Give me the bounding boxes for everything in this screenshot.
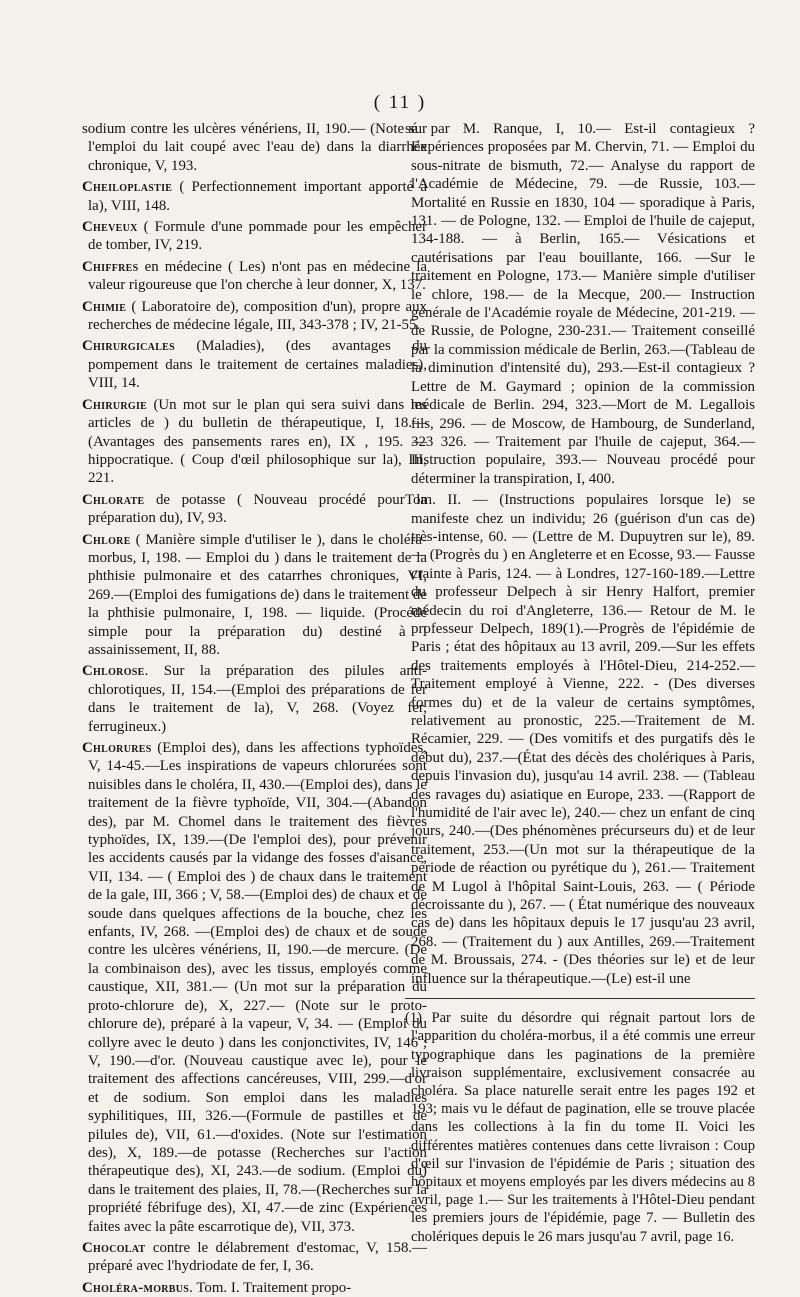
entry-text: sodium contre les ulcères vénériens, II, 190.— (Note sur l'emploi du lait coupé avec l'eau de) dans la diarrhée chronique, V, 193. <box>82 121 427 174</box>
right-column-entry <box>405 491 755 988</box>
left-column-entry <box>82 396 427 488</box>
column-divider <box>399 155 400 1295</box>
entry-headword: Choléra-morbus <box>82 1279 190 1296</box>
left-column <box>82 120 427 1296</box>
entry-headword: Chlorures <box>82 740 152 756</box>
page-number: ( 11 ) <box>373 92 427 113</box>
entry-headword: Chocolat <box>82 1239 146 1256</box>
entry-text: ( Laboratoire de), composition d'un), propre aux recherches de médecine légale, III, 343-378 ; IV, 21-55. <box>88 298 427 334</box>
entry-headword: Cheiloplastie <box>82 179 173 196</box>
left-column-entry <box>82 739 427 1236</box>
left-column-entry <box>82 662 427 736</box>
entry-headword: Chlorose <box>82 663 145 680</box>
entry-text: (Un mot sur le plan qui sera suivi dans les articles de ) du bulletin de thérapeutique, I, 18.—(Avantages des pansements rares en), IX , 195. — hippocratique. ( Coup d'œil philosophique sur la), III, 221. <box>88 396 427 487</box>
entry-text: (Emploi des), dans les affections typhoïdes, V, 14-45.—Les inspirations de vapeurs chlorurées sont nuisibles dans le choléra, II, 430.—(Emploi des), dans le traitement de la fièvre typhoïde, VII, 304.—(Abandon des), par M. Chomel dans le traitement des fièvres typhoïdes, IX, 139.—(De l'emploi des), pour prévenir les accidents causés par la vidange des fosses d'aisance, VII, 134. — ( Emploi des ) de chaux dans le traitement de la gale, III, 366 ; V, 58.—(Emploi des) de chaux et de soude dans quelques affections de la bouche, chez les enfants, IV, 268. —(Emploi des) de chaux et de soude contre les ulcères vénériens, II, 190.—de mercure. (De la combinaison des), avec les tissus, employés comme caustique, XII, 381.— (Un mot sur la préparation du proto-chlorure de), X, 227.— (Note sur le proto-chlorure de), préparé à la vapeur, V, 34. — (Emploi du collyre avec le deuto ) dans les conjonctivites, IV, 146 ; V, 190.—d'or. (Nouveau caustique avec le), pour le traitement des affections cancéreuses, VIII, 299.—d'or et de sodium. Son emploi dans les maladies syphilitiques, III, 326.—(Formule de pastilles et de pilules de), VII, 61.—d'oxides. (Note sur l'estimation des), X, 189.—de potasse (Recherches sur l'action thérapeutique des), XI, 243.—de sodium. (Emploi du) dans le traitement des plaies, II, 78.—(Recherches sur la propriété fébrifuge des), XI, 47.—de zinc (Expériences faites avec la pâte escarrotique de), VII, 373. <box>88 740 427 1235</box>
entry-text: sé par M. Ranque, I, 10.— Est-il contagieux ? Expériences proposées par M. Chervin, 71. — Emploi du sous-nitrate de bismuth, 72.— Analyse du rapport de l'Académie de Médecine, 79. —de Russie, 103.—Mortalité en Russie en 1830, 104 — sporadique à Paris, 131. — de Pologne, 132. — Emploi de l'huile de cajeput, 134-188. — à Berlin, 165.— Vésications et cautérisations par l'eau bouillante, 166. —Sur le traitement en Pologne, 173.— Manière simple d'utiliser le chlore, 198.— de la Mecque, 200.— Instruction générale de l'Académie royale de Médecine, 201-219. — de Russie, de Pologne, 230-231.— Traitement conseillé par la commission médicale de Berlin, 263.—(Tableau de la diminution d'intensité du), 293.—Est-il contagieux ? Lettre de M. Gaymard ; opinion de la commission médicale de Berlin. 294, 323.—Mort de M. Legallois fils, 296. — de Moscow, de Hambourg, de Sunderland, 323 326. — Traitement par l'huile de cajeput, 364.—Instruction populaire, 393.— Nouveau procédé pour déterminer la transpiration, I, 400. <box>405 121 755 487</box>
entry-text: Tom. II. — (Instructions populaires lorsque le) se manifeste chez un individu; 26 (guérison d'un cas de) très-intense, 60. — (Lettre de M. Dupuytren sur le), 89. — (Progrès du ) en Angleterre et en Ecosse, 93.— Fausse crainte à Paris, 124. — à Londres, 127-160-189.—Lettre du professeur Delpech à sir Henry Halfort, premier médecin du roi d'Angleterre, 136.— Retour de M. le professeur Delpech, 189(1).—Progrès de l'épidémie de Paris ; état des hôpitaux au 13 avril, 209.—Sur les effets des traitements employés à l'Hôtel-Dieu, 214-252.—Traitement employé à Vienne, 222. - (Des diverses formes du) et de la valeur de certains symptômes, relativement au pronostic, 225.—Traitement de M. Récamier, 229. — (Des vomitifs et des purgatifs dès le début du), 237.—(État des décès des cholériques à Paris, depuis l'invasion du), jusqu'au 14 avril. 238. — (Tableau des ravages du) asiatique en Europe, 233. —(Rapport de l'humidité de l'air avec le), 240.— chez un enfant de cinq jours, 240.—(Des phénomènes précurseurs du) et de leur traitement, 253.—(Un mot sur la thérapeutique de la période de réaction ou pyrétique du ), 261.— Traitement de M Lugol à l'hôpital Saint-Louis, 263. — ( Période décroissante du ), 267. — ( État numérique des nouveaux cas de) dans les hôpitaux depuis le 17 jusqu'au 23 avril, 268. — (Traitement du ) aux Antilles, 269.—Traitement de M. Broussais, 274. - (Des théories sur le) et de leur influence sur la thérapeutique.—(Le) est-il une <box>405 492 755 987</box>
right-column <box>405 120 755 1260</box>
left-column-entry <box>82 218 427 255</box>
entry-headword: Cheveux <box>82 219 138 236</box>
right-column-entries <box>405 120 755 988</box>
entry-headword: Chlore <box>82 531 131 548</box>
left-column-entry <box>82 120 427 175</box>
entry-text: en médecine ( Les) n'ont pas en médecine la valeur rigoureuse que l'on cherche à leur donner, X, 137. <box>88 258 427 294</box>
entry-headword: Chlorate <box>82 491 145 508</box>
left-column-entry <box>82 178 427 215</box>
left-column-entry <box>82 337 427 392</box>
left-column-entry <box>82 531 427 660</box>
left-column-entry <box>82 1279 427 1297</box>
entry-text: (Maladies), (des avantages du pompement dans le traitement de certaines maladies), VIII, 14. <box>88 338 427 392</box>
entry-text: ( Formule d'une pommade pour les empêcher de tomber, IV, 219. <box>88 219 427 254</box>
entry-text: . Tom. I. Traitement propo- <box>189 1279 352 1296</box>
left-column-entry <box>82 491 427 528</box>
left-column-entry <box>82 1239 427 1276</box>
entry-text: . Sur la préparation des pilules anti-chlorotiques, II, 154.—(Emploi des préparations de fer dans le traitement de la), V, 268. (Voyez fer, ferrugineux.) <box>88 663 427 735</box>
entry-headword: Chimie <box>82 298 127 315</box>
footnote: (1) Par suite du désordre qui régnait partout lors de l'apparition du choléra-morbus, il a été commis une erreur typographique dans les paginations de la première livraison supplémentaire, exclusivement consacrée au choléra. Sa place naturelle serait entre les pages 192 et 193; mais vu le défaut de pagination, elle se trouve placée dans les collections à la fin du tome II. Voici les différentes matières contenues dans cette livraison : Coup d'œil sur l'invasion de l'épidémie de Paris ; situation des hôpitaux et moyens employés par les divers médecins au 8 avril, page 1.— Sur les traitements à l'Hôtel-Dieu pendant les premiers jours de l'épidémie, page 7. — Bulletin des cholériques depuis le 26 mars jusqu'au 7 avril, page 16. <box>405 1010 755 1245</box>
entry-text: contre le délabrement d'estomac, V, 158.— préparé avec l'hydriodate de fer, I, 36. <box>88 1239 427 1275</box>
entry-headword: Chirurgie <box>82 396 148 413</box>
entry-text: ( Perfectionnement important apporté à la), VIII, 148. <box>88 179 427 214</box>
left-column-entry <box>82 298 427 335</box>
left-column-entry <box>82 258 427 295</box>
footnote-rule <box>405 998 755 999</box>
entry-text: ( Manière simple d'utiliser le ), dans le choléra-morbus, I, 198. — Emploi du ) dans le traitement de la phthisie pulmonaire et des catarrhes chroniques, VI, 269.—(Emploi des fumigations de) dans le traitement de la phthisie pulmonaire, I, 198. — liquide. (Procédé simple pour la préparation du) destiné à l assainissement, II, 88. <box>88 531 427 658</box>
entry-text: de potasse ( Nouveau procédé pour la préparation du), IV, 93. <box>88 491 427 527</box>
entry-headword: Chirurgicales <box>82 338 176 355</box>
entry-headword: Chiffres <box>82 258 139 275</box>
right-column-entry <box>405 120 755 488</box>
